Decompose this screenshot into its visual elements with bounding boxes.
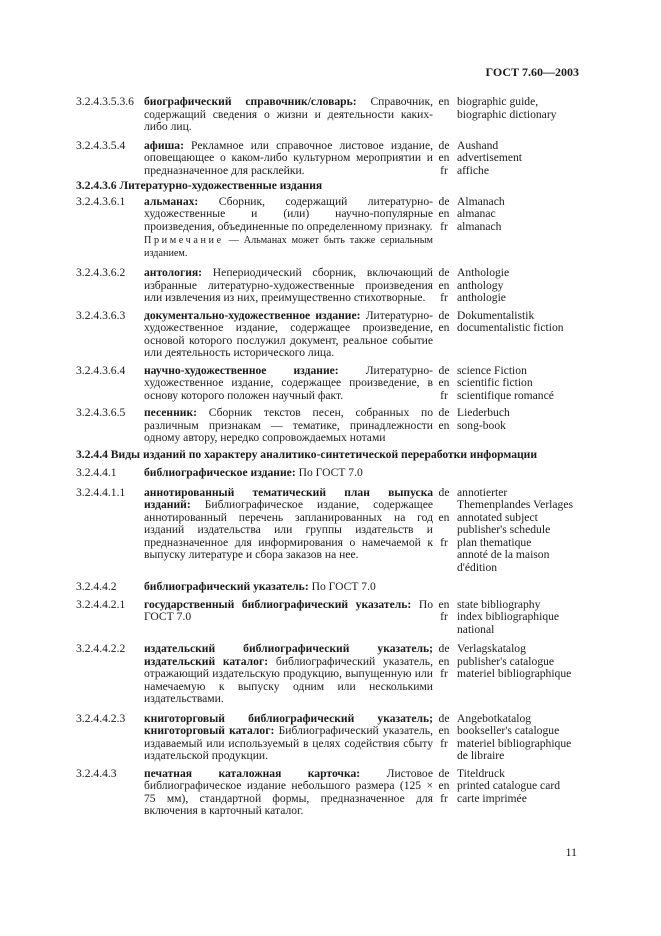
foreign-equivalent: affiche — [457, 163, 489, 177]
foreign-equivalent — [457, 121, 586, 134]
language-codes — [433, 310, 455, 360]
page-number: 11 — [565, 845, 577, 859]
foreign-equivalent: index bibliographique — [457, 610, 560, 623]
foreign-equivalent: de libraire — [457, 749, 505, 762]
foreign-equivalent: science Fiction — [457, 363, 527, 377]
language-code: en — [438, 510, 450, 524]
foreign-equivalents — [455, 643, 586, 706]
glossary-body — [76, 96, 586, 818]
entry-number: 3.2.4.4.3 — [76, 766, 117, 780]
entry-number: 3.2.4.4.1 — [76, 466, 117, 479]
foreign-equivalents — [455, 768, 586, 818]
language-code: en — [438, 724, 450, 737]
language-code: fr — [440, 736, 448, 750]
foreign-equivalent: state bibliography — [457, 597, 541, 611]
foreign-equivalent: biographic dictionary — [457, 107, 557, 121]
language-code — [433, 121, 455, 134]
language-code: de — [438, 308, 450, 322]
language-code: en — [438, 207, 450, 220]
glossary-entry — [76, 365, 586, 403]
foreign-equivalent: Angebotkatalog — [457, 711, 532, 725]
foreign-equivalents — [455, 581, 586, 594]
language-code: en — [438, 654, 450, 668]
language-code: fr — [440, 667, 448, 680]
foreign-equivalents — [455, 407, 586, 445]
glossary-entry — [76, 267, 586, 305]
foreign-equivalents — [455, 487, 586, 575]
language-codes — [433, 581, 455, 594]
language-codes — [433, 196, 455, 234]
term-definition-text: Литературно-художественное издание, содержащее произведение, в основу которого положен научный факт. — [144, 363, 433, 402]
language-code: de — [438, 766, 450, 780]
foreign-equivalents — [455, 713, 586, 763]
entry-number: 3.2.4.3.5.4 — [76, 138, 126, 152]
entry-definition — [144, 407, 433, 445]
foreign-equivalents — [455, 140, 586, 178]
document-header: ГОСТ 7.60—2003 — [485, 65, 579, 79]
foreign-equivalent: Anthologie — [457, 266, 510, 279]
entry-number: 3.2.4.3.6.2 — [76, 266, 126, 279]
term-name: аннотированный тематический план выпуска изданий: — [144, 485, 433, 511]
glossary-entry — [76, 599, 586, 637]
entry-definition — [144, 643, 433, 706]
term-definition-text: Справочник, содержащий сведения о жизни и деятельности каких-либо лиц. — [144, 95, 433, 133]
entry-definition — [144, 96, 433, 134]
foreign-equivalent: printed catalogue card — [457, 779, 561, 792]
note-label: Примечание — [144, 235, 224, 246]
entry-number: 3.2.4.3.6.3 — [76, 308, 126, 322]
section-heading: 3.2.4.4 Виды изданий по характеру аналитико-синтетической переработки информации — [76, 447, 538, 461]
language-code — [433, 549, 455, 562]
foreign-equivalents — [455, 310, 586, 360]
glossary-entry — [76, 96, 586, 134]
foreign-equivalents — [455, 267, 586, 305]
language-code — [433, 562, 455, 575]
language-code: fr — [440, 791, 448, 805]
foreign-equivalent: plan thematique — [457, 535, 532, 549]
term-definition-text: Непериодический сборник, включающий избранные литературно-художественные произведения или извлечения из них, преимущественно стихотворные. — [144, 266, 433, 304]
language-code: fr — [440, 610, 448, 623]
language-code: en — [438, 597, 450, 611]
language-codes — [433, 407, 455, 445]
foreign-equivalent: Themenplandes Verlages — [457, 498, 574, 511]
foreign-equivalent: Verlagskatalog — [457, 642, 526, 655]
foreign-equivalent: Almanach — [457, 194, 505, 208]
language-code: en — [438, 278, 450, 292]
glossary-entry — [76, 581, 586, 594]
language-codes — [433, 487, 455, 575]
foreign-equivalent: almanac — [457, 207, 496, 220]
foreign-equivalent: scientific fiction — [457, 376, 533, 389]
foreign-equivalents — [455, 96, 586, 134]
entry-number: 3.2.4.4.2.2 — [76, 642, 126, 655]
language-codes — [433, 768, 455, 818]
term-name: библиографическое издание: — [144, 466, 296, 479]
term-definition-text: Литературно-художественное издание, содержащее произведение, основой которого послужил документ, реальное событие или деятельность исторического лица. — [144, 308, 433, 359]
language-code: de — [438, 266, 450, 279]
term-definition-text: Рекламное или справочное листовое издание, оповещающее о каком-либо культурном мероприятии и предназначенное для расклейки. — [144, 138, 433, 177]
entry-definition — [144, 140, 433, 178]
language-code: fr — [440, 291, 448, 304]
term-definition-text: По ГОСТ 7.0 — [295, 466, 363, 479]
language-code — [433, 524, 455, 537]
term-definition-text: Сборник, содержащий литературно-художественные и (или) научно-популярные произведения, объединенные по определенному признаку. — [144, 194, 433, 233]
foreign-equivalent: publisher's catalogue — [457, 654, 555, 668]
glossary-entry — [76, 487, 586, 575]
foreign-equivalents — [455, 599, 586, 637]
foreign-equivalent: bookseller's catalogue — [457, 724, 560, 737]
entry-definition — [144, 467, 433, 480]
term-name: биографический справочник/словарь: — [144, 95, 357, 108]
entry-number: 3.2.4.3.6.1 — [76, 194, 126, 208]
language-codes — [433, 713, 455, 763]
language-code: en — [438, 95, 450, 108]
language-codes — [433, 365, 455, 403]
section-heading: 3.2.4.3.6 Литературно-художественные издания — [76, 179, 323, 192]
language-code — [433, 499, 455, 512]
entry-definition — [144, 487, 433, 575]
language-code: fr — [440, 163, 448, 177]
language-code: de — [438, 406, 450, 419]
foreign-equivalent: scientifique romancé — [457, 388, 554, 402]
entry-number: 3.2.4.4.2.3 — [76, 711, 126, 725]
entry-number: 3.2.4.4.2 — [76, 580, 117, 593]
term-definition-text: По ГОСТ 7.0 — [308, 580, 376, 593]
foreign-equivalents — [455, 365, 586, 403]
term-definition-text: Библиографическое издание, содержащее аннотированный перечень запланированных на год изданий издательства или группы издательств и предназначенное для информирования о намечаемой к выпуску литературе и сбора заказов на нее. — [144, 498, 433, 561]
foreign-equivalent: d'édition — [457, 560, 498, 574]
term-name: государственный библиографический указатель: — [144, 597, 412, 611]
language-code: en — [438, 321, 450, 334]
language-codes — [433, 140, 455, 178]
language-code: fr — [440, 388, 448, 402]
term-definition-text: Листовое библиографическое издание небольшого размера (125 × 75 мм), стандартной формы, предназначенное для включения в карточный каталог. — [144, 766, 433, 817]
foreign-equivalent: Aushand — [457, 138, 499, 152]
foreign-equivalent: annotierter — [457, 485, 508, 499]
foreign-equivalent: national — [457, 622, 495, 636]
language-codes — [433, 467, 455, 480]
entry-number: 3.2.4.4.1.1 — [76, 485, 126, 499]
entry-number: 3.2.4.3.5.3.6 — [76, 95, 134, 108]
term-name: альманах: — [144, 194, 199, 208]
foreign-equivalent: publisher's schedule — [457, 523, 551, 536]
foreign-equivalent: anthologie — [457, 291, 506, 304]
term-name: книготорговый библиографический указатель; книготорговый каталог: — [144, 711, 433, 737]
foreign-equivalents — [455, 196, 586, 234]
language-code: fr — [440, 219, 448, 233]
glossary-entry — [76, 140, 586, 178]
term-definition-text: библиографический указатель, отражающий издательскую продукцию, выпущенную или намечаемую к выпуску одним или несколькими издательствами. — [144, 654, 433, 705]
foreign-equivalent: annotated subject — [457, 510, 538, 524]
foreign-equivalent: advertisement — [457, 151, 523, 164]
language-code: en — [438, 418, 450, 432]
entry-definition — [144, 768, 433, 818]
glossary-entry — [76, 643, 586, 706]
term-name: песенник: — [144, 406, 197, 419]
foreign-equivalent: anthology — [457, 278, 504, 292]
entry-number: 3.2.4.3.6.5 — [76, 406, 126, 419]
note-text: — Альманах может быть также сериальным изданием. — [144, 235, 433, 259]
language-code: fr — [440, 535, 448, 549]
foreign-equivalents — [455, 467, 586, 480]
term-name: библиографический указатель: — [144, 580, 309, 593]
glossary-entry — [76, 407, 586, 445]
foreign-equivalent: materiel bibliographique — [457, 736, 572, 750]
entry-definition — [144, 310, 433, 360]
foreign-equivalent: Titeldruck — [457, 766, 505, 780]
entry-number: 3.2.4.3.6.4 — [76, 363, 126, 377]
foreign-equivalent: song-book — [457, 418, 506, 432]
foreign-equivalent: documentalistic fiction — [457, 321, 564, 334]
foreign-equivalent: Liederbuch — [457, 406, 510, 419]
term-definition-text: Библиографический указатель, издаваемый или используемый в целях содействия сбыту издательской продукции. — [144, 724, 433, 762]
foreign-equivalent: carte imprimée — [457, 791, 527, 805]
language-codes — [433, 599, 455, 637]
term-name: издательский библиографический указатель; издательский каталог: — [144, 642, 433, 668]
language-code: de — [438, 363, 450, 377]
term-name: научно-художественное издание: — [144, 363, 339, 377]
language-code — [433, 624, 455, 637]
glossary-entry — [76, 467, 586, 480]
language-code — [433, 750, 455, 763]
foreign-equivalent: biographic guide, — [457, 95, 539, 108]
language-codes — [433, 96, 455, 134]
language-codes — [433, 643, 455, 706]
term-name: печатная каталожная карточка: — [144, 766, 361, 780]
language-codes — [433, 267, 455, 305]
foreign-equivalent: almanach — [457, 219, 502, 233]
language-code: de — [438, 194, 450, 208]
language-code: de — [438, 485, 450, 499]
entry-definition — [144, 713, 433, 763]
foreign-equivalent: Dokumentalistik — [457, 308, 535, 322]
foreign-equivalent: annoté de la maison — [457, 548, 550, 561]
entry-number: 3.2.4.4.2.1 — [76, 597, 126, 611]
term-definition-text: По ГОСТ 7.0 — [144, 597, 433, 623]
term-name: антология: — [144, 266, 203, 279]
note — [144, 235, 433, 260]
term-definition-text: Сборник текстов песен, собранных по различным признакам — тематике, принадлежности одному автору, нередко сопровождаемых нотами — [144, 406, 433, 444]
entry-definition — [144, 196, 433, 234]
term-name: афиша: — [144, 138, 184, 152]
entry-definition — [144, 365, 433, 403]
entry-definition — [144, 581, 433, 594]
glossary-entry — [76, 196, 586, 234]
language-code: de — [438, 642, 450, 655]
language-code: de — [438, 138, 450, 152]
glossary-entry — [76, 310, 586, 360]
language-code: en — [438, 376, 450, 389]
entry-definition — [144, 599, 433, 637]
foreign-equivalent: materiel bibliographique — [457, 667, 572, 680]
term-name: документально-художественное издание: — [144, 308, 361, 322]
language-code: en — [438, 779, 450, 792]
language-code: de — [438, 711, 450, 725]
glossary-entry — [76, 768, 586, 818]
entry-definition — [144, 267, 433, 305]
glossary-entry — [76, 713, 586, 763]
language-code: en — [438, 151, 450, 164]
